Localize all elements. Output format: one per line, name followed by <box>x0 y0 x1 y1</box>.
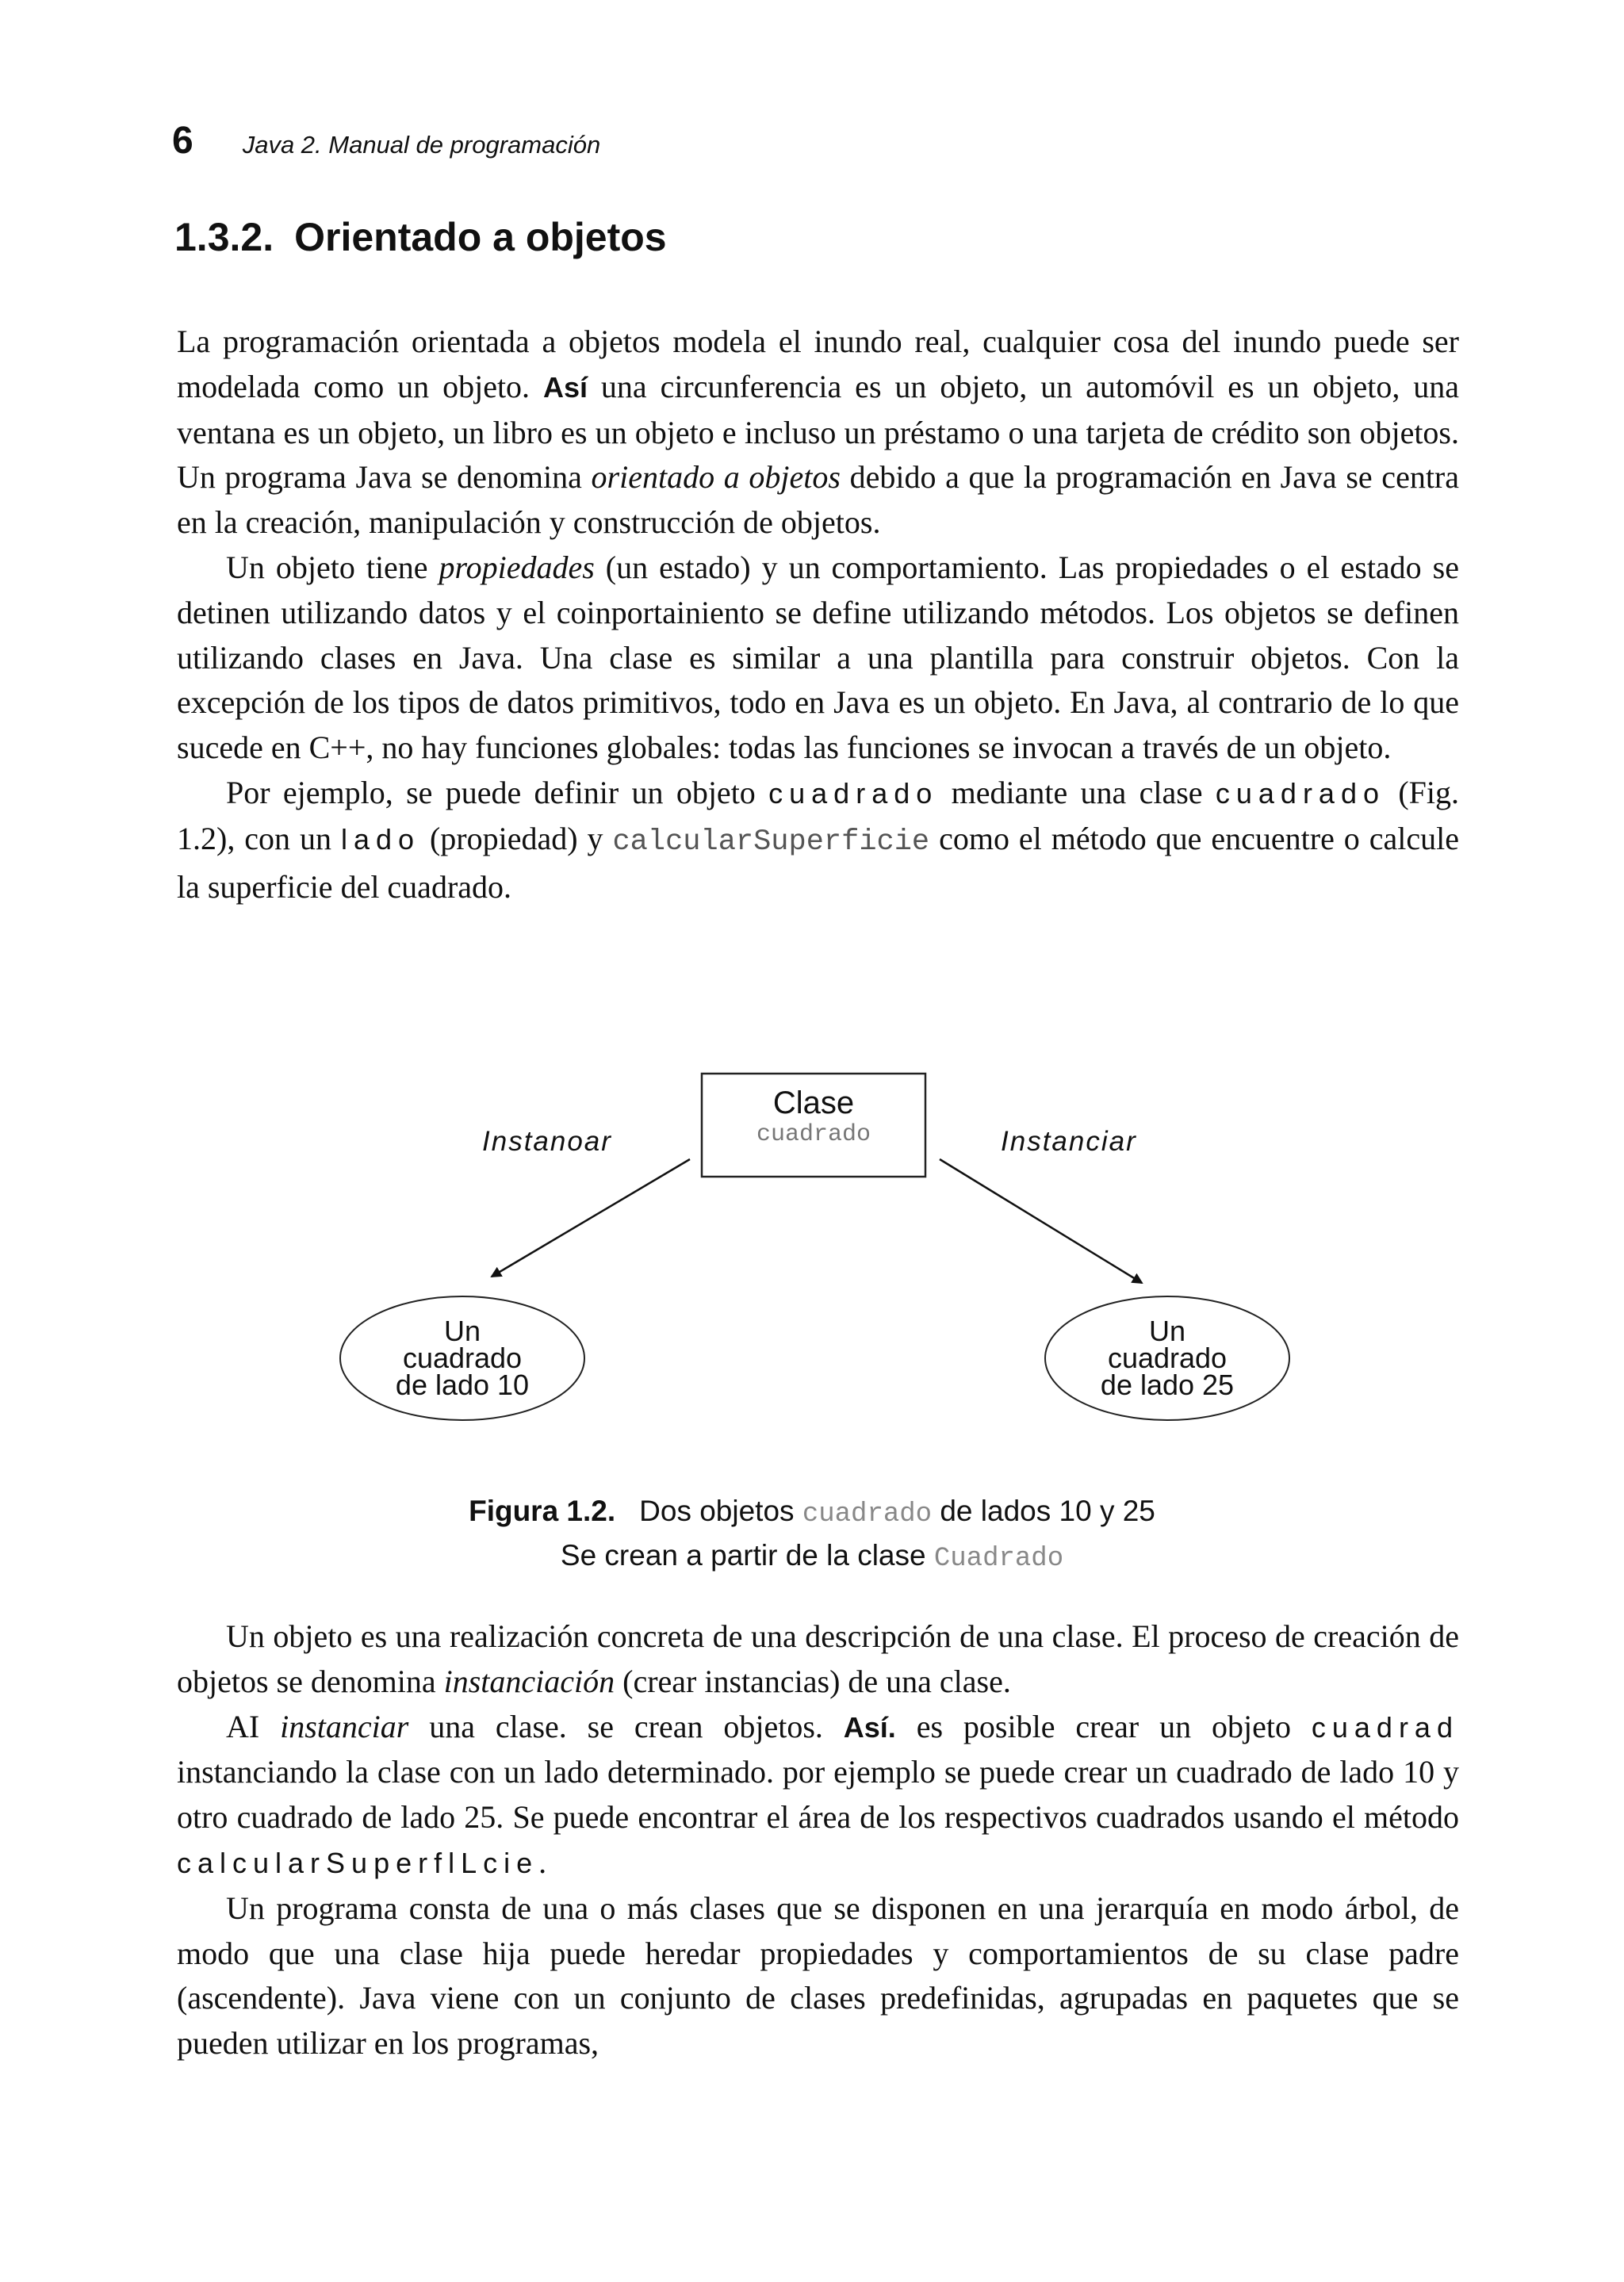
paragraph <box>177 1886 1459 2066</box>
object-line: Un <box>1148 1315 1186 1347</box>
paragraph <box>177 546 1459 771</box>
left-arrow-label: Instanoar <box>482 1126 612 1157</box>
object-line: cuadrado <box>1107 1342 1228 1374</box>
object-line: cuadrado <box>402 1342 523 1374</box>
text-run: (Fig. 1.2), con un <box>177 774 1460 856</box>
bold-text: Así <box>542 370 588 404</box>
text-run: La programación orientada a objetos modela el inundo real, cualquier cosa del inundo puede ser modelada como un objeto. <box>177 324 1459 404</box>
text-run: debido a que la programación en Java se centra en la creación, manipulación y construcción de objetos. <box>177 459 1460 541</box>
code-term: calcularSuperficie <box>612 825 930 859</box>
class-box-label <box>704 1085 923 1148</box>
page-header <box>172 119 600 163</box>
italic-term: instanciar <box>280 1708 409 1744</box>
text-run: como el método que encuentre o calcule la superficie del cuadrado. <box>177 820 1459 905</box>
text-run: Por ejemplo, se puede definir un objeto <box>226 774 769 810</box>
text-run: instanciando la clase con un lado determinado. por ejemplo se puede crear un cuadrado de lado 10 y otro cuadrado de lado 25. Se puede encontrar el área de los respectivos cuadrados usando el método <box>177 1754 1459 1836</box>
figure-label: Figura 1.2. <box>469 1495 616 1527</box>
text-run: mediante una clase <box>938 774 1216 810</box>
paragraph <box>177 1614 1459 1705</box>
figure-diagram <box>0 1047 1624 1475</box>
code-term: Cuadrado <box>933 1544 1064 1574</box>
paragraph <box>177 771 1459 909</box>
paragraph <box>177 320 1459 546</box>
left-object-label <box>383 1315 542 1401</box>
text-run: de lados 10 y 25 <box>932 1495 1155 1527</box>
right-object-label <box>1088 1315 1247 1401</box>
body-text-top <box>177 320 1459 909</box>
section-heading <box>174 214 667 260</box>
text-run: Un objeto tiene <box>226 549 439 585</box>
text-run: una circunferencia es un objeto, un automóvil es un objeto, una ventana es un objeto, un libro es un objeto e incluso un préstamo o una tarjeta de crédito son objetos. Un programa Java se denomina <box>177 368 1459 496</box>
paragraph <box>177 1705 1459 1886</box>
figure-caption-line-1 <box>0 1489 1624 1537</box>
text-run: es posible crear un objeto <box>895 1708 1312 1744</box>
code-term: cuadrado <box>1215 776 1385 810</box>
left-arrow <box>492 1159 690 1277</box>
text-run: (un estado) y un comportamiento. Las propiedades o el estado se detinen utilizando datos y el coinportainiento se define utilizando métodos. Los objetos se definen utilizando clases en Java. Una clase es similar a una plantilla para construir objetos. Con la excepción de los tipos de datos primitivos, todo en Java es un objeto. En Java, al contrario de lo que sucede en C++, no hay funciones globales: todas las funciones se invocan a través de un objeto. <box>177 549 1459 766</box>
code-term: calcularSuperflLcie <box>177 1846 539 1879</box>
object-line: de lado 25 <box>1100 1369 1235 1401</box>
code-term: cuadrad <box>1311 1710 1459 1744</box>
body-text-bottom <box>177 1614 1459 2066</box>
text-run: AI <box>226 1708 281 1744</box>
code-term: cuadrado <box>768 776 939 810</box>
text-run: Un objeto es una realización concreta de una descripción de una clase. El proceso de creación de objetos se denomina <box>177 1618 1459 1699</box>
section-number: 1.3.2. <box>174 215 274 259</box>
object-line: de lado 10 <box>395 1369 530 1401</box>
code-term: lado <box>340 822 421 856</box>
object-line: Un <box>443 1315 481 1347</box>
section-title: Orientado a objetos <box>294 215 667 259</box>
italic-term: propiedades <box>439 549 595 585</box>
text-run: una clase. se crean objetos. <box>408 1708 844 1744</box>
bold-text: Así. <box>843 1710 896 1744</box>
italic-term: orientado a objetos <box>591 459 841 496</box>
text-run: . <box>538 1844 547 1880</box>
text-run: Dos objetos <box>639 1495 802 1527</box>
right-arrow-label: Instanciar <box>1001 1126 1137 1157</box>
italic-term: instanciación <box>443 1663 615 1699</box>
text-run: Se crean a partir de la clase <box>560 1539 934 1572</box>
class-box-name: cuadrado <box>756 1121 871 1148</box>
code-term: cuadrado <box>802 1499 933 1530</box>
text-run: (propiedad) y <box>420 820 613 856</box>
class-box-title: Clase <box>772 1085 855 1120</box>
figure-caption-line-2 <box>0 1533 1624 1581</box>
running-title: Java 2. Manual de programación <box>242 131 601 159</box>
right-arrow <box>940 1159 1142 1283</box>
page-number: 6 <box>172 120 193 162</box>
text-run: (crear instancias) de una clase. <box>615 1663 1011 1699</box>
text-run: Un programa consta de una o más clases que se disponen en una jerarquía en modo árbol, de modo que una clase hija puede heredar propiedades y comportamientos de su clase padre (ascendente). Java viene con un conjunto de clases predefinidas, agrupadas en paquetes que se pueden utilizar en los programas, <box>177 1890 1459 2062</box>
